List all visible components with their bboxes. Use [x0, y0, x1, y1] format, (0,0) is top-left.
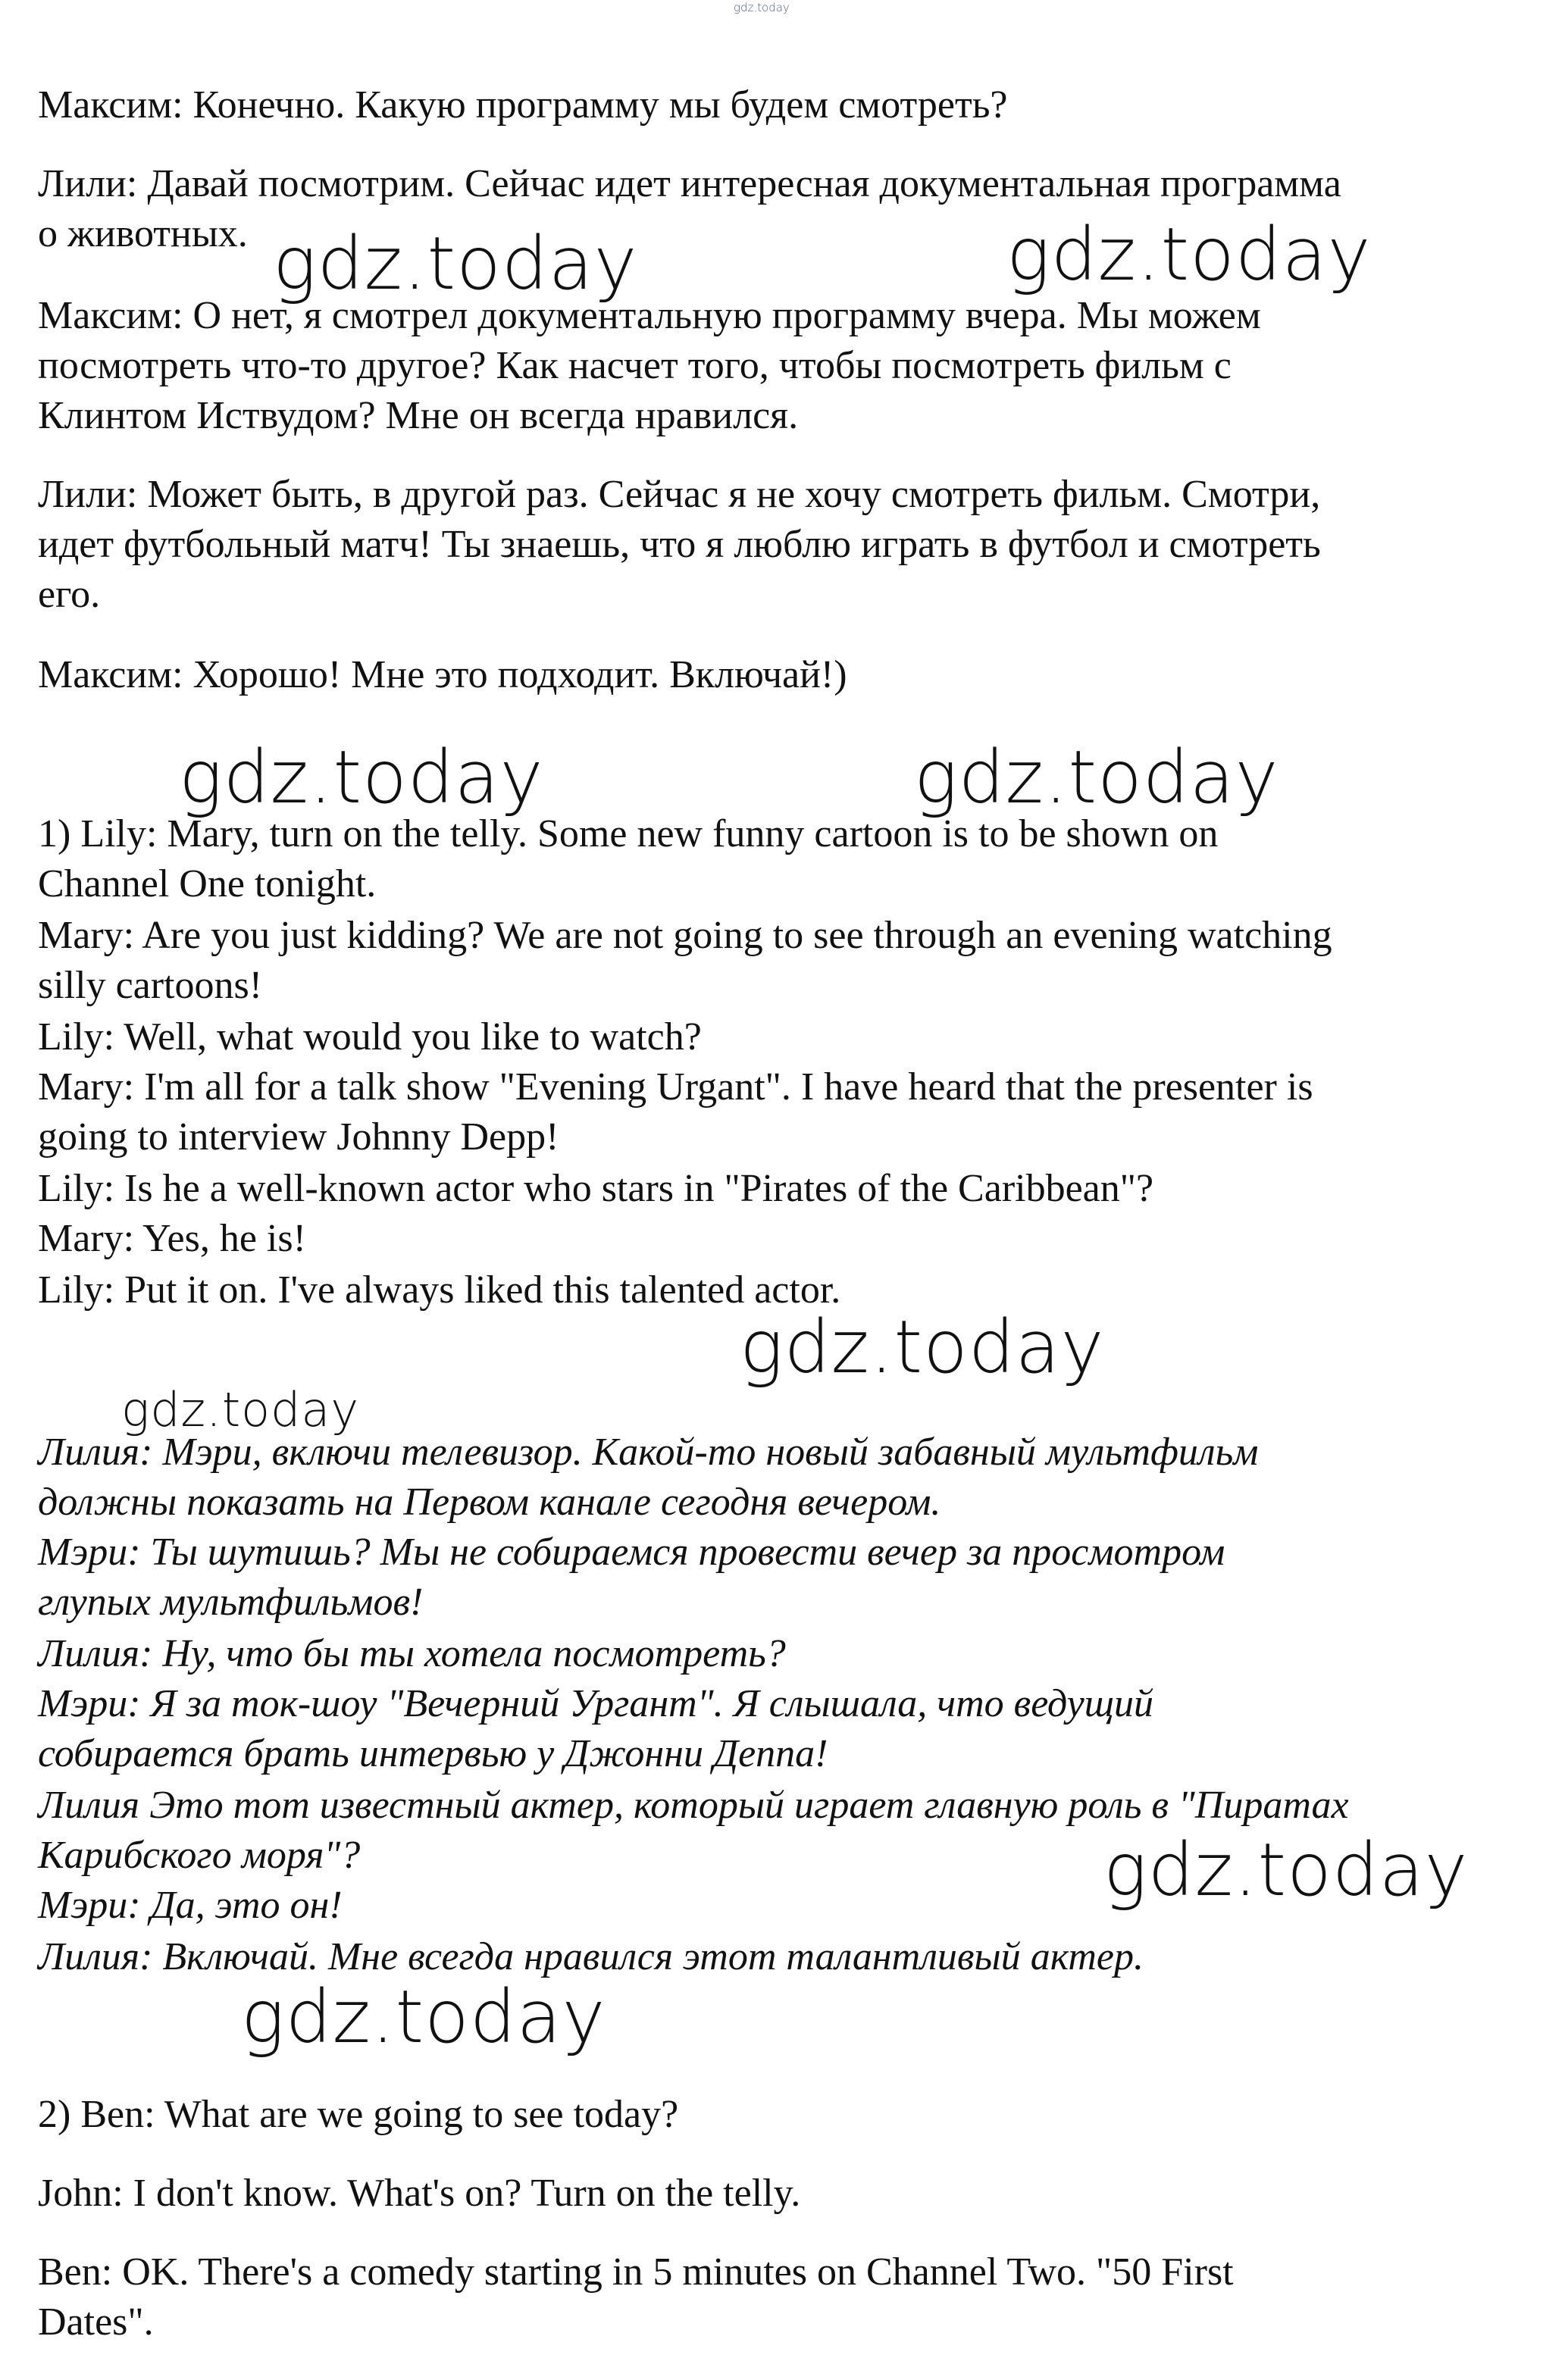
en-dialogue-2-line-2: John: I don't know. What's on? Turn on the telly.: [38, 2172, 801, 2215]
en-dialogue-2-line-4: Dates".: [38, 2300, 154, 2344]
ru-dialogue-1-line-10: Максим: Хорошо! Мне это подходит. Включай!): [38, 653, 847, 696]
ru-translation-1-line-7: собирается брать интервью у Джонни Деппа!: [38, 1732, 828, 1775]
ru-translation-1-line-3: Мэри: Ты шутишь? Мы не собираемся провести вечер за просмотром: [38, 1531, 1225, 1574]
ru-translation-1-line-1: Лилия: Мэри, включи телевизор. Какой-то новый забавный мультфильм: [38, 1431, 1259, 1474]
ru-translation-1-line-8: Лилия Это тот известный актер, который играет главную роль в "Пиратах: [38, 1784, 1349, 1827]
ru-translation-1-line-6: Мэри: Я за ток-шоу "Вечерний Ургант". Я слышала, что ведущий: [38, 1682, 1153, 1725]
ru-dialogue-1-line-3: о животных.: [38, 212, 248, 255]
en-dialogue-1-line-6: Mary: I'm all for a talk show "Evening Urgant". I have heard that the presenter is: [38, 1065, 1313, 1109]
ru-translation-1-line-9: Карибского моря"?: [38, 1834, 361, 1877]
watermark: gdz.today: [914, 735, 1279, 820]
en-dialogue-1-line-9: Mary: Yes, he is!: [38, 1217, 306, 1260]
en-dialogue-1-line-4: silly cartoons!: [38, 964, 263, 1007]
en-dialogue-1-line-7: going to interview Johnny Depp!: [38, 1115, 559, 1159]
watermark: gdz.today: [179, 735, 544, 820]
en-dialogue-1-line-10: Lily: Put it on. I've always liked this talented actor.: [38, 1268, 841, 1312]
ru-dialogue-1-line-9: его.: [38, 573, 101, 616]
ru-translation-1-line-11: Лилия: Включай. Мне всегда нравился этот талантливый актер.: [38, 1935, 1144, 1978]
en-dialogue-1-line-5: Lily: Well, what would you like to watch?: [38, 1015, 702, 1059]
en-dialogue-1-line-2: Channel One tonight.: [38, 862, 377, 905]
ru-dialogue-1-line-7: Лили: Может быть, в другой раз. Сейчас я не хочу смотреть фильм. Смотри,: [38, 473, 1321, 516]
ru-translation-1-line-2: должны показать на Первом канале сегодня вечером.: [38, 1481, 941, 1524]
ru-dialogue-1-line-6: Клинтом Иствудом? Мне он всегда нравился.: [38, 394, 799, 437]
watermark: gdz.today: [241, 1975, 606, 2059]
ru-dialogue-1-line-1: Максим: Конечно. Какую программу мы будем смотреть?: [38, 83, 1008, 127]
ru-dialogue-1-line-8: идет футбольный матч! Ты знаешь, что я люблю играть в футбол и смотреть: [38, 523, 1321, 566]
ru-dialogue-1-line-5: посмотреть что-то другое? Как насчет того, чтобы посмотреть фильм с: [38, 344, 1232, 387]
header-watermark: gdz.today: [734, 1, 790, 14]
en-dialogue-1-line-1: 1) Lily: Mary, turn on the telly. Some new funny cartoon is to be shown on: [38, 812, 1219, 855]
watermark: gdz.today: [1103, 1828, 1469, 1912]
watermark: gdz.today: [121, 1382, 360, 1437]
ru-dialogue-1-line-2: Лили: Давай посмотрим. Сейчас идет интересная документальная программа: [38, 162, 1341, 205]
ru-translation-1-line-10: Мэри: Да, это он!: [38, 1884, 343, 1927]
watermark: gdz.today: [1006, 212, 1372, 297]
en-dialogue-1-line-8: Lily: Is he a well-known actor who stars in "Pirates of the Caribbean"?: [38, 1167, 1154, 1210]
en-dialogue-2-line-3: Ben: OK. There's a comedy starting in 5 minutes on Channel Two. "50 First: [38, 2250, 1234, 2294]
watermark: gdz.today: [273, 221, 638, 306]
en-dialogue-1-line-3: Mary: Are you just kidding? We are not going to see through an evening watching: [38, 914, 1332, 957]
ru-dialogue-1-line-4: Максим: О нет, я смотрел документальную программу вчера. Мы можем: [38, 294, 1261, 337]
ru-translation-1-line-5: Лилия: Ну, что бы ты хотела посмотреть?: [38, 1632, 786, 1675]
en-dialogue-2-line-1: 2) Ben: What are we going to see today?: [38, 2093, 679, 2136]
ru-translation-1-line-4: глупых мультфильмов!: [38, 1581, 424, 1624]
watermark: gdz.today: [740, 1305, 1105, 1390]
